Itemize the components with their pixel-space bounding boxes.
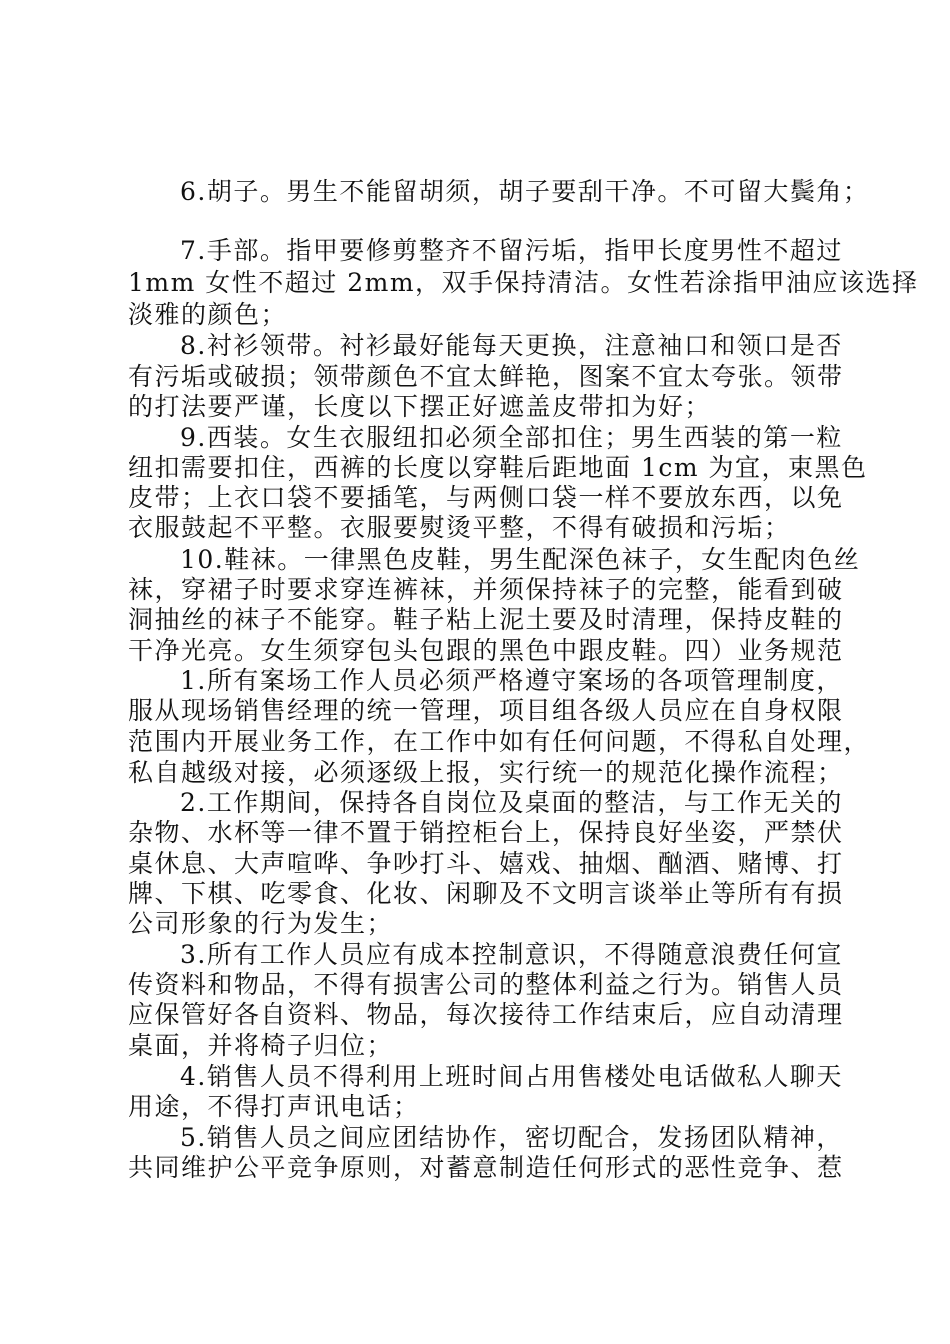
text-line: 3.所有工作人员应有成本控制意识，不得随意浪费任何宣 [180,940,843,969]
text-line: 私自越级对接，必须逐级上报，实行统一的规范化操作流程； [128,758,844,787]
text-line: 2.工作期间，保持各自岗位及桌面的整洁，与工作无关的 [180,788,843,817]
text-line: 有污垢或破损；领带颜色不宜太鲜艳，图案不宜太夸张。领带 [128,362,844,391]
text-line: 纽扣需要扣住，西裤的长度以穿鞋后距地面 1cm 为宜，束黑色 [128,453,868,482]
text-line: 9.西装。女生衣服纽扣必须全部扣住；男生西装的第一粒 [180,423,843,452]
text-line: 淡雅的颜色； [128,300,288,329]
text-line: 5.销售人员之间应团结协作，密切配合，发扬团队精神， [180,1123,843,1152]
text-line: 皮带；上衣口袋不要插笔，与两侧口袋一样不要放东西，以免 [128,483,844,512]
text-line: 1.所有案场工作人员必须严格遵守案场的各项管理制度， [180,666,843,695]
text-line: 公司形象的行为发生； [128,909,394,938]
text-line: 干净光亮。女生须穿包头包跟的黑色中跟皮鞋。四）业务规范 [128,636,844,665]
text-line: 7.手部。指甲要修剪整齐不留污垢，指甲长度男性不超过 [180,236,843,265]
text-line: 桌面，并将椅子归位； [128,1031,394,1060]
text-line: 杂物、水杯等一律不置于销控柜台上，保持良好坐姿，严禁伏 [128,818,844,847]
text-line: 4.销售人员不得利用上班时间占用售楼处电话做私人聊天 [180,1062,843,1091]
text-line: 10.鞋袜。一律黑色皮鞋，男生配深色袜子，女生配肉色丝 [180,545,861,574]
text-line: 1mm 女性不超过 2mm，双手保持清洁。女性若涂指甲油应该选择 [128,268,919,297]
text-line: 8.衬衫领带。衬衫最好能每天更换，注意袖口和领口是否 [180,331,843,360]
text-line: 袜，穿裙子时要求穿连裤袜，并须保持袜子的完整，能看到破 [128,575,844,604]
text-line: 共同维护公平竞争原则，对蓄意制造任何形式的恶性竞争、惹 [128,1153,844,1182]
text-line: 用途，不得打声讯电话； [128,1092,420,1121]
text-line: 传资料和物品，不得有损害公司的整体利益之行为。销售人员 [128,970,844,999]
text-line: 服从现场销售经理的统一管理，项目组各级人员应在自身权限 [128,696,844,725]
text-line: 洞抽丝的袜子不能穿。鞋子粘上泥土要及时清理，保持皮鞋的 [128,605,844,634]
text-line: 衣服鼓起不平整。衣服要熨烫平整，不得有破损和污垢； [128,513,791,542]
text-line: 应保管好各自资料、物品，每次接待工作结束后，应自动清理 [128,1000,844,1029]
text-line: 牌、下棋、吃零食、化妆、闲聊及不文明言谈举止等所有有损 [128,879,844,908]
text-line: 的打法要严谨，长度以下摆正好遮盖皮带扣为好； [128,392,712,421]
text-line: 桌休息、大声喧哗、争吵打斗、嬉戏、抽烟、酗酒、赌博、打 [128,849,844,878]
text-line: 6.胡子。男生不能留胡须，胡子要刮干净。不可留大鬓角； [180,177,870,206]
text-line: 范围内开展业务工作，在工作中如有任何问题，不得私自处理， [128,727,871,756]
